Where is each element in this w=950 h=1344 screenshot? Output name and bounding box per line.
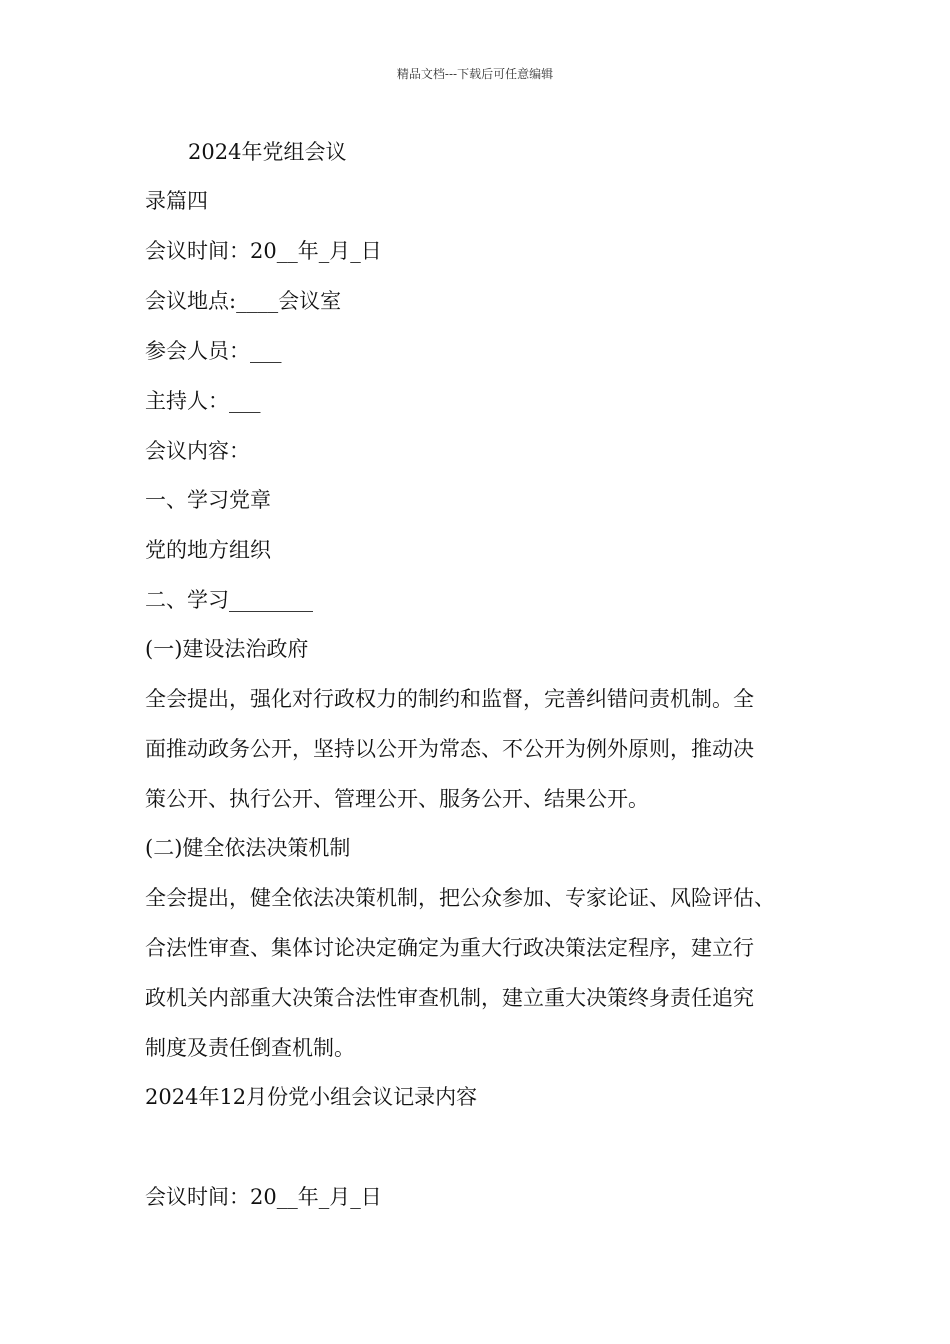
- page-header: 精品文档---下载后可任意编辑: [396, 67, 554, 81]
- paragraph-line: 全会提出，健全依法决策机制，把公众参加、专家论证、风险评估、: [145, 886, 775, 910]
- paragraph-line: 政机关内部重大决策合法性审查机制，建立重大决策终身责任追究: [145, 986, 754, 1010]
- meeting-time-2: 会议时间：20__年_月_日: [145, 1185, 382, 1209]
- subsection-heading-2: (二)健全依法决策机制: [145, 836, 351, 860]
- section-1-sub: 党的地方组织: [145, 538, 271, 562]
- host: 主持人：___: [145, 389, 261, 413]
- paragraph-line: 合法性审查、集体讨论决定确定为重大行政决策法定程序，建立行: [145, 936, 754, 960]
- content-label: 会议内容：: [145, 439, 250, 463]
- paragraph-line: 全会提出，强化对行政权力的制约和监督，完善纠错问责机制。全: [145, 687, 754, 711]
- doc-title-line-2: 录篇四: [145, 189, 208, 213]
- meeting-place: 会议地点:____会议室: [145, 289, 342, 313]
- attendees: 参会人员：___: [145, 339, 282, 363]
- paragraph-line: 面推动政务公开，坚持以公开为常态、不公开为例外原则，推动决: [145, 737, 754, 761]
- doc-title-line-1: 2024年党组会议: [188, 140, 347, 164]
- subsection-heading-1: (一)建设法治政府: [145, 637, 309, 661]
- section-heading-2: 二、学习________: [145, 588, 313, 612]
- section-heading-1: 一、学习党章: [145, 488, 271, 512]
- paragraph-line: 策公开、执行公开、管理公开、服务公开、结果公开。: [145, 787, 649, 811]
- section-title-2: 2024年12月份党小组会议记录内容: [145, 1085, 478, 1109]
- paragraph-line: 制度及责任倒查机制。: [145, 1036, 355, 1060]
- meeting-time: 会议时间：20__年_月_日: [145, 239, 382, 263]
